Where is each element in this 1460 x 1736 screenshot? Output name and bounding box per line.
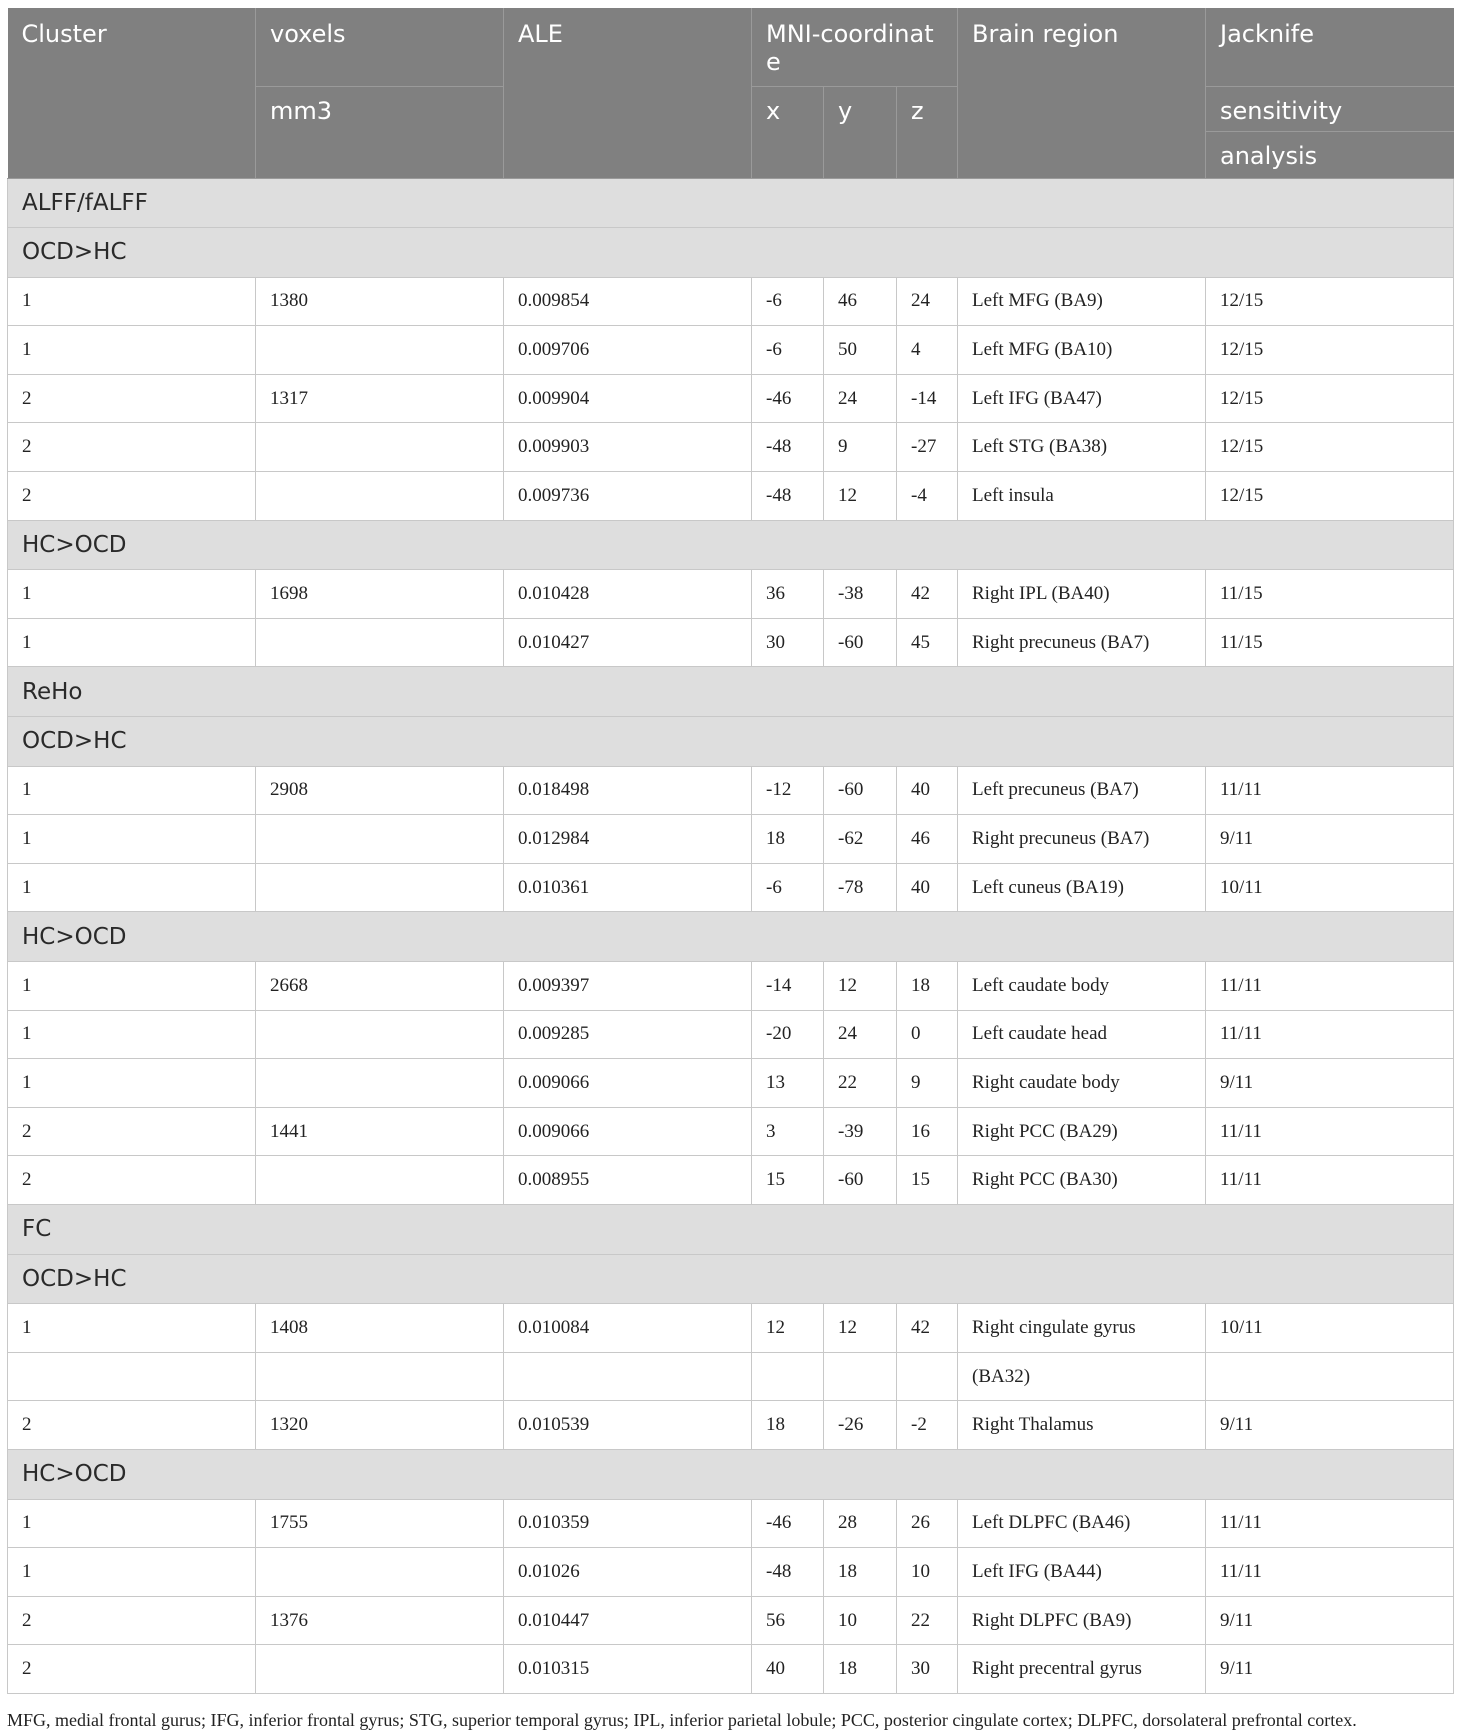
cell-ale: 0.008955 [504, 1156, 752, 1205]
cell-z: -4 [897, 472, 958, 521]
cell-x: -6 [752, 326, 824, 375]
section-label: HC>OCD [8, 912, 1454, 962]
cell-region: Left caudate body [958, 962, 1206, 1011]
cell-y: 12 [824, 962, 897, 1011]
cell-jacknife: 9/11 [1206, 1059, 1454, 1108]
cell-jacknife: 9/11 [1206, 1645, 1454, 1694]
table-row [8, 618, 1454, 667]
cell-ale: 0.009854 [504, 277, 752, 326]
cell-voxels: 1408 [256, 1304, 504, 1353]
cell-x: -6 [752, 277, 824, 326]
cell-x: 15 [752, 1156, 824, 1205]
cell-y: 12 [824, 472, 897, 521]
cell-y: -78 [824, 863, 897, 912]
cell-voxels: 1376 [256, 1596, 504, 1645]
cell-cluster: 1 [8, 815, 256, 864]
cell-region: Right PCC (BA30) [958, 1156, 1206, 1205]
cell-region: Right Thalamus [958, 1401, 1206, 1450]
table-row [8, 1156, 1454, 1205]
table-row [8, 1010, 1454, 1059]
section-label: FC [8, 1204, 1454, 1254]
cell-y: -39 [824, 1107, 897, 1156]
cell-jacknife: 9/11 [1206, 815, 1454, 864]
cell-ale: 0.010084 [504, 1304, 752, 1353]
cell-jacknife: 12/15 [1206, 423, 1454, 472]
table-row [8, 962, 1454, 1011]
table-header [8, 8, 1454, 178]
cell-jacknife: 11/11 [1206, 962, 1454, 1011]
cell-voxels [256, 1645, 504, 1694]
cell-cluster [8, 1352, 256, 1401]
cell-jacknife: 12/15 [1206, 472, 1454, 521]
cell-cluster: 2 [8, 1401, 256, 1450]
table-row [8, 472, 1454, 521]
table-row [8, 815, 1454, 864]
cell-voxels: 1755 [256, 1499, 504, 1548]
cell-jacknife: 11/11 [1206, 766, 1454, 815]
cell-z [897, 1352, 958, 1401]
cell-region: Left cuneus (BA19) [958, 863, 1206, 912]
cell-x: -46 [752, 374, 824, 423]
table-row [8, 1645, 1454, 1694]
cell-y: 24 [824, 1010, 897, 1059]
cell-ale: 0.009736 [504, 472, 752, 521]
cell-jacknife: 10/11 [1206, 863, 1454, 912]
cell-voxels [256, 326, 504, 375]
section-label: ReHo [8, 667, 1454, 717]
cell-jacknife: 11/11 [1206, 1156, 1454, 1205]
cell-ale: 0.009397 [504, 962, 752, 1011]
cell-z: 24 [897, 277, 958, 326]
cell-ale: 0.009706 [504, 326, 752, 375]
header-sensitivity: sensitivity [1206, 86, 1454, 131]
cell-voxels [256, 1352, 504, 1401]
cell-x: 30 [752, 618, 824, 667]
header-x: x [752, 86, 824, 178]
cell-voxels [256, 1156, 504, 1205]
cell-x: -48 [752, 1548, 824, 1597]
cell-cluster: 1 [8, 1010, 256, 1059]
cell-voxels: 1320 [256, 1401, 504, 1450]
cell-region: Right DLPFC (BA9) [958, 1596, 1206, 1645]
header-y: y [824, 86, 897, 178]
cell-region: Left STG (BA38) [958, 423, 1206, 472]
cell-jacknife: 12/15 [1206, 374, 1454, 423]
cell-y: -60 [824, 1156, 897, 1205]
cell-region: Right IPL (BA40) [958, 570, 1206, 619]
cell-voxels [256, 423, 504, 472]
cell-x [752, 1352, 824, 1401]
cell-ale: 0.010447 [504, 1596, 752, 1645]
header-ale: ALE [504, 8, 752, 178]
cell-y: 50 [824, 326, 897, 375]
cell-ale: 0.010315 [504, 1645, 752, 1694]
cell-cluster: 1 [8, 277, 256, 326]
cell-ale: 0.010539 [504, 1401, 752, 1450]
table-body [8, 178, 1454, 1693]
cell-y: 9 [824, 423, 897, 472]
cell-z: 22 [897, 1596, 958, 1645]
cell-y: -38 [824, 570, 897, 619]
cell-x: -48 [752, 472, 824, 521]
table-row [8, 1107, 1454, 1156]
cell-x: -12 [752, 766, 824, 815]
cell-y: 12 [824, 1304, 897, 1353]
section-label: HC>OCD [8, 1449, 1454, 1499]
table-row [8, 570, 1454, 619]
cell-z: 4 [897, 326, 958, 375]
cell-cluster: 2 [8, 423, 256, 472]
cell-jacknife: 11/11 [1206, 1548, 1454, 1597]
cell-region: Right cingulate gyrus [958, 1304, 1206, 1353]
cell-ale [504, 1352, 752, 1401]
table-row [8, 863, 1454, 912]
section-label: OCD>HC [8, 228, 1454, 278]
table-row [8, 374, 1454, 423]
cell-voxels: 1441 [256, 1107, 504, 1156]
table-row [8, 766, 1454, 815]
cell-region: Right PCC (BA29) [958, 1107, 1206, 1156]
header-mm3: mm3 [256, 86, 504, 178]
cell-region: Left DLPFC (BA46) [958, 1499, 1206, 1548]
cell-ale: 0.010359 [504, 1499, 752, 1548]
cell-voxels: 1317 [256, 374, 504, 423]
cell-ale: 0.009066 [504, 1107, 752, 1156]
cell-region: Left precuneus (BA7) [958, 766, 1206, 815]
cell-y: -60 [824, 766, 897, 815]
cell-z: 45 [897, 618, 958, 667]
cell-y: 24 [824, 374, 897, 423]
cell-region: Left insula [958, 472, 1206, 521]
section-row [8, 228, 1454, 278]
cell-x: 12 [752, 1304, 824, 1353]
cell-cluster: 2 [8, 374, 256, 423]
table-footnote: MFG, medial frontal gurus; IFG, inferior frontal gyrus; STG, superior temporal gyrus; IPL, inferior parietal lobule; PCC, posterior cingulate cortex; DLPFC, dorsolateral prefrontal cortex. [7, 1710, 1357, 1730]
cell-x: 13 [752, 1059, 824, 1108]
section-row [8, 667, 1454, 717]
section-row [8, 912, 1454, 962]
cell-ale: 0.010428 [504, 570, 752, 619]
cell-x: 36 [752, 570, 824, 619]
cell-y: -26 [824, 1401, 897, 1450]
section-label: OCD>HC [8, 717, 1454, 767]
cell-x: -14 [752, 962, 824, 1011]
cell-x: 56 [752, 1596, 824, 1645]
cell-y [824, 1352, 897, 1401]
cell-ale: 0.018498 [504, 766, 752, 815]
cell-z: 30 [897, 1645, 958, 1694]
cell-z: 40 [897, 766, 958, 815]
table-row [8, 277, 1454, 326]
cell-region: Left caudate head [958, 1010, 1206, 1059]
cell-voxels [256, 618, 504, 667]
cell-cluster: 1 [8, 326, 256, 375]
cell-cluster: 1 [8, 766, 256, 815]
cell-ale: 0.009903 [504, 423, 752, 472]
cell-region: Left MFG (BA10) [958, 326, 1206, 375]
cell-jacknife: 11/15 [1206, 618, 1454, 667]
cell-jacknife [1206, 1352, 1454, 1401]
section-label: HC>OCD [8, 520, 1454, 570]
section-row [8, 1449, 1454, 1499]
cell-cluster: 1 [8, 618, 256, 667]
cell-z: 40 [897, 863, 958, 912]
cell-y: 46 [824, 277, 897, 326]
section-row [8, 717, 1454, 767]
table-row [8, 326, 1454, 375]
cell-ale: 0.012984 [504, 815, 752, 864]
cell-x: 40 [752, 1645, 824, 1694]
cell-voxels: 2668 [256, 962, 504, 1011]
table-row [8, 1059, 1454, 1108]
table-row [8, 1401, 1454, 1450]
cell-x: 18 [752, 815, 824, 864]
cell-y: 10 [824, 1596, 897, 1645]
cell-jacknife: 11/11 [1206, 1499, 1454, 1548]
cell-voxels [256, 472, 504, 521]
cell-jacknife: 10/11 [1206, 1304, 1454, 1353]
section-row [8, 1254, 1454, 1304]
cell-voxels [256, 815, 504, 864]
table-row [8, 1499, 1454, 1548]
cell-z: 42 [897, 570, 958, 619]
cell-x: -6 [752, 863, 824, 912]
cell-cluster: 2 [8, 1645, 256, 1694]
table-row [8, 423, 1454, 472]
cell-voxels [256, 1059, 504, 1108]
cell-region: Left IFG (BA47) [958, 374, 1206, 423]
cell-z: 0 [897, 1010, 958, 1059]
cell-ale: 0.009904 [504, 374, 752, 423]
cell-voxels: 1698 [256, 570, 504, 619]
cell-cluster: 2 [8, 472, 256, 521]
cell-x: 3 [752, 1107, 824, 1156]
section-label: ALFF/fALFF [8, 178, 1454, 228]
cell-y: 28 [824, 1499, 897, 1548]
section-label: OCD>HC [8, 1254, 1454, 1304]
header-analysis: analysis [1206, 131, 1454, 178]
cell-cluster: 1 [8, 570, 256, 619]
cell-region: Right precuneus (BA7) [958, 815, 1206, 864]
section-row [8, 520, 1454, 570]
cell-jacknife: 11/11 [1206, 1107, 1454, 1156]
cell-cluster: 1 [8, 863, 256, 912]
section-row [8, 178, 1454, 228]
cell-jacknife: 12/15 [1206, 277, 1454, 326]
cell-z: 42 [897, 1304, 958, 1353]
cell-cluster: 1 [8, 1548, 256, 1597]
cell-voxels [256, 1548, 504, 1597]
cell-z: 10 [897, 1548, 958, 1597]
cell-z: -27 [897, 423, 958, 472]
cell-z: 46 [897, 815, 958, 864]
cell-voxels: 2908 [256, 766, 504, 815]
cell-y: -60 [824, 618, 897, 667]
cell-region: Left IFG (BA44) [958, 1548, 1206, 1597]
cell-cluster: 2 [8, 1107, 256, 1156]
cell-region: Right precuneus (BA7) [958, 618, 1206, 667]
cell-jacknife: 9/11 [1206, 1401, 1454, 1450]
section-row [8, 1204, 1454, 1254]
header-voxels: voxels [256, 8, 504, 86]
header-mni-coordinate: MNI-coordinate [752, 8, 958, 86]
cell-y: 18 [824, 1548, 897, 1597]
cell-voxels [256, 863, 504, 912]
table-row [8, 1304, 1454, 1353]
cell-jacknife: 11/11 [1206, 1010, 1454, 1059]
cell-x: -20 [752, 1010, 824, 1059]
table-row [8, 1596, 1454, 1645]
cell-z: 26 [897, 1499, 958, 1548]
cell-y: 22 [824, 1059, 897, 1108]
cell-region: Left MFG (BA9) [958, 277, 1206, 326]
cell-z: 15 [897, 1156, 958, 1205]
cell-jacknife: 11/15 [1206, 570, 1454, 619]
cell-y: -62 [824, 815, 897, 864]
header-cluster: Cluster [8, 8, 256, 178]
cell-ale: 0.009285 [504, 1010, 752, 1059]
cell-cluster: 2 [8, 1596, 256, 1645]
cell-jacknife: 12/15 [1206, 326, 1454, 375]
cell-y: 18 [824, 1645, 897, 1694]
cell-cluster: 1 [8, 962, 256, 1011]
cell-ale: 0.010361 [504, 863, 752, 912]
cell-cluster: 1 [8, 1059, 256, 1108]
cell-x: 18 [752, 1401, 824, 1450]
cell-z: 18 [897, 962, 958, 1011]
header-jacknife: Jacknife [1206, 8, 1454, 86]
cell-ale: 0.010427 [504, 618, 752, 667]
ale-results-table [7, 8, 1454, 1694]
cell-voxels: 1380 [256, 277, 504, 326]
cell-z: -14 [897, 374, 958, 423]
cell-jacknife: 9/11 [1206, 1596, 1454, 1645]
cell-voxels [256, 1010, 504, 1059]
cell-region: Right precentral gyrus [958, 1645, 1206, 1694]
header-z: z [897, 86, 958, 178]
cell-z: 16 [897, 1107, 958, 1156]
cell-region: Right caudate body [958, 1059, 1206, 1108]
cell-cluster: 1 [8, 1304, 256, 1353]
cell-z: -2 [897, 1401, 958, 1450]
cell-z: 9 [897, 1059, 958, 1108]
header-brain-region: Brain region [958, 8, 1206, 178]
results-table-container [7, 8, 1453, 1694]
cell-cluster: 2 [8, 1156, 256, 1205]
table-row [8, 1548, 1454, 1597]
cell-cluster: 1 [8, 1499, 256, 1548]
cell-x: -46 [752, 1499, 824, 1548]
cell-ale: 0.01026 [504, 1548, 752, 1597]
cell-region: (BA32) [958, 1352, 1206, 1401]
cell-x: -48 [752, 423, 824, 472]
cell-ale: 0.009066 [504, 1059, 752, 1108]
table-row [8, 1352, 1454, 1401]
